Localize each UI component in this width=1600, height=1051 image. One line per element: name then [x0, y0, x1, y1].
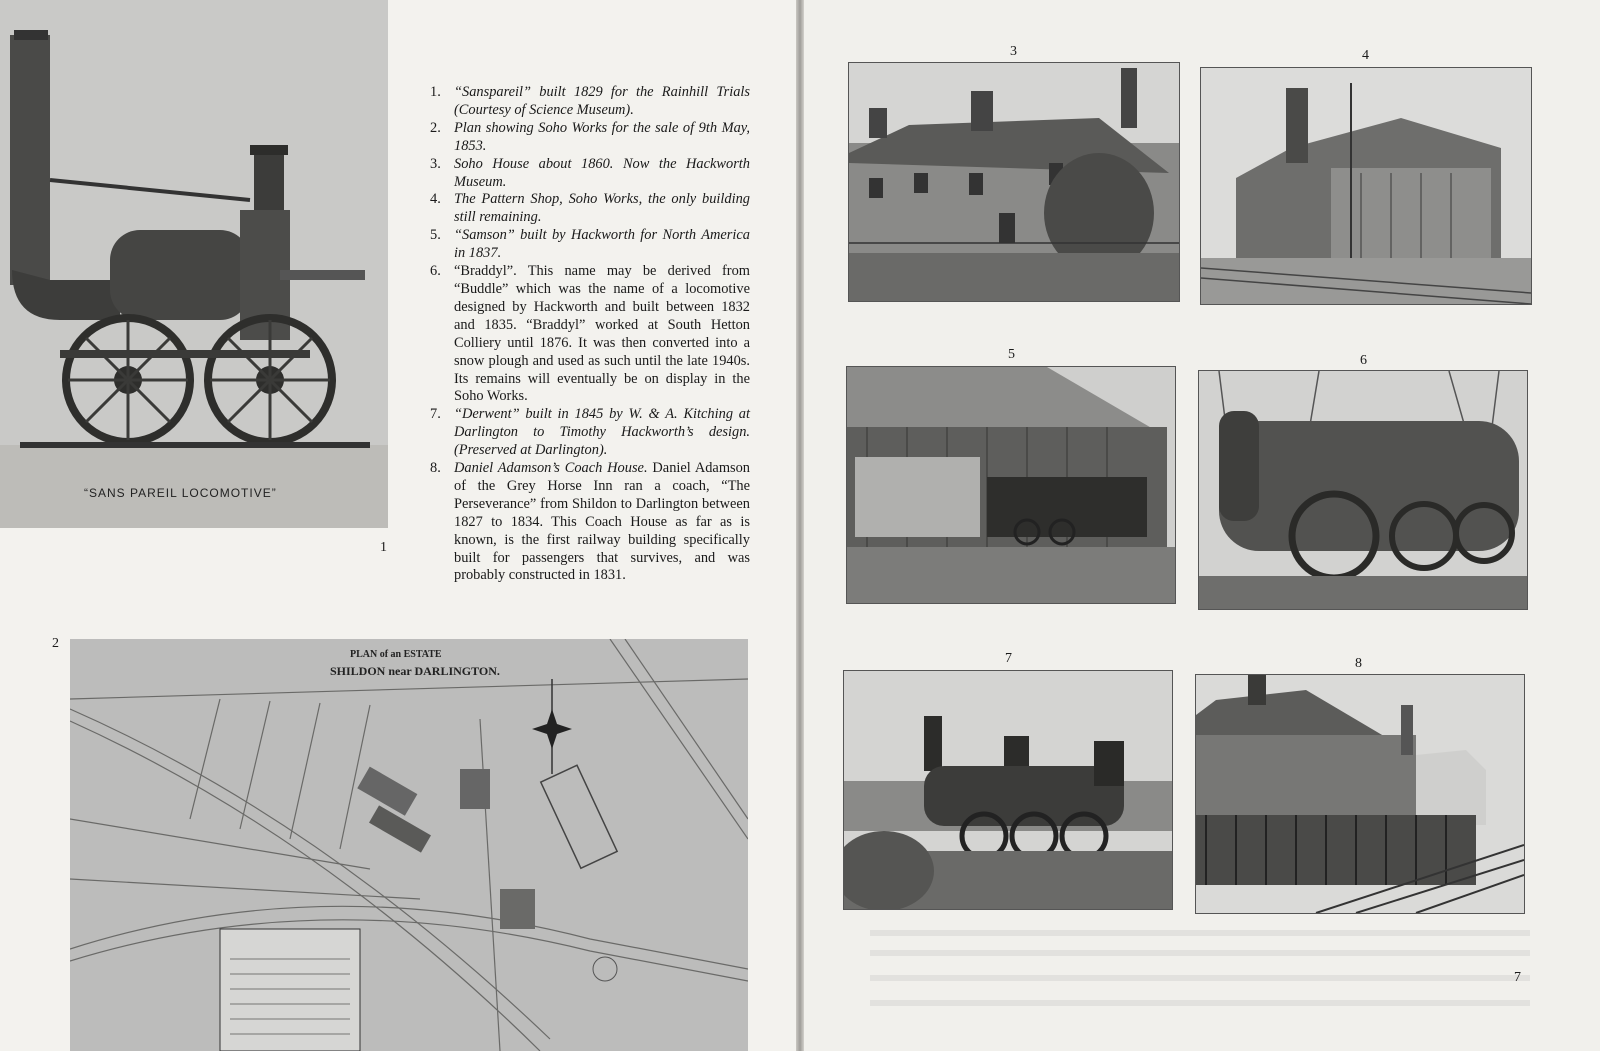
caption-number: 8.	[430, 460, 441, 477]
caption-text: “Derwent” built in 1845 by W. & A. Kitching at Darlington to Timothy Hackworth’s design. (Preserved at Darlington).	[454, 406, 750, 459]
caption-italic-lead: Daniel Adamson’s Coach House.	[454, 460, 648, 477]
caption-text: “Braddyl”. This name may be derived from “Buddle” which was the name of a locomotive designed by Hackworth and built between 1832 and 1835. “Braddyl” worked at South Hetton Colliery until 1876. It was then converted into a snow plough and used as such until the late 1940s. Its remains will eventually be on display in the Soho Works.	[454, 263, 750, 405]
photo-7-derwent	[843, 670, 1173, 910]
caption-list	[424, 84, 750, 585]
photo-2-estate-plan	[70, 639, 748, 1051]
caption-number: 7.	[430, 406, 441, 423]
map-title-line1: PLAN of an ESTATE	[350, 649, 442, 660]
photo-8-coach-house	[1195, 674, 1525, 914]
map-title-line2: SHILDON near DARLINGTON.	[330, 664, 500, 678]
figure-number-5: 5	[1008, 347, 1015, 362]
photo-1-sanspareil	[0, 0, 388, 528]
sanspareil-locomotive-image	[0, 0, 388, 528]
bleed-through-line	[870, 975, 1530, 981]
book-spine	[796, 0, 804, 1051]
bleed-through-line	[870, 930, 1530, 936]
caption-number: 4.	[430, 191, 441, 208]
photo-6-braddyl	[1198, 370, 1528, 610]
caption-text: Soho House about 1860. Now the Hackworth Museum.	[454, 155, 750, 190]
braddyl-locomotive-image	[1199, 371, 1527, 609]
caption-text: “Samson” built by Hackworth for North America in 1837.	[454, 227, 750, 262]
caption-item	[424, 406, 750, 460]
caption-text: The Pattern Shop, Soho Works, the only building still remaining.	[454, 191, 750, 226]
caption-item	[424, 120, 750, 156]
figure-number-3: 3	[1010, 44, 1017, 59]
caption-text: “Sanspareil” built 1829 for the Rainhill Trials (Courtesy of Science Museum).	[454, 84, 750, 118]
figure-number-8: 8	[1355, 656, 1362, 671]
soho-house-image	[849, 63, 1179, 301]
figure-number-6: 6	[1360, 353, 1367, 368]
caption-item	[424, 263, 750, 406]
coach-house-image	[1196, 675, 1524, 913]
caption-number: 3.	[430, 155, 441, 172]
photo-3-soho-house	[848, 62, 1180, 302]
bleed-through-line	[870, 1000, 1530, 1006]
figure-number-7: 7	[1005, 651, 1012, 666]
photo-5-samson	[846, 366, 1176, 604]
figure-number-1: 1	[380, 540, 387, 555]
photo-4-pattern-shop	[1200, 67, 1532, 305]
samson-locomotive-image	[847, 367, 1175, 603]
figure-number-2: 2	[52, 636, 59, 651]
caption-text: Daniel Adamson’s Coach House. Daniel Adamson of the Grey Horse Inn ran a coach, “The Perseverance” from Shildon to Darlington between 1827 to 1834. This Coach House as far as is known, is the first railway building specifically built for passengers that survives, and was probably constructed in 1831.	[454, 460, 750, 584]
caption-number: 5.	[430, 227, 441, 244]
caption-number: 6.	[430, 263, 441, 280]
caption-number: 1.	[430, 84, 441, 100]
figure-number-4: 4	[1362, 48, 1369, 63]
caption-item	[424, 191, 750, 227]
caption-item	[424, 460, 750, 585]
page-number: 7	[1514, 970, 1521, 985]
bleed-through-line	[870, 950, 1530, 956]
estate-plan-image	[70, 639, 748, 1051]
photo-1-label: “SANS PAREIL LOCOMOTIVE”	[84, 486, 277, 500]
caption-item	[424, 156, 750, 192]
pattern-shop-image	[1201, 68, 1531, 304]
caption-number: 2.	[430, 119, 441, 136]
derwent-locomotive-image	[844, 671, 1172, 909]
caption-item	[424, 227, 750, 263]
caption-text: Plan showing Soho Works for the sale of 9th May, 1853.	[454, 119, 750, 154]
caption-item	[424, 84, 750, 120]
